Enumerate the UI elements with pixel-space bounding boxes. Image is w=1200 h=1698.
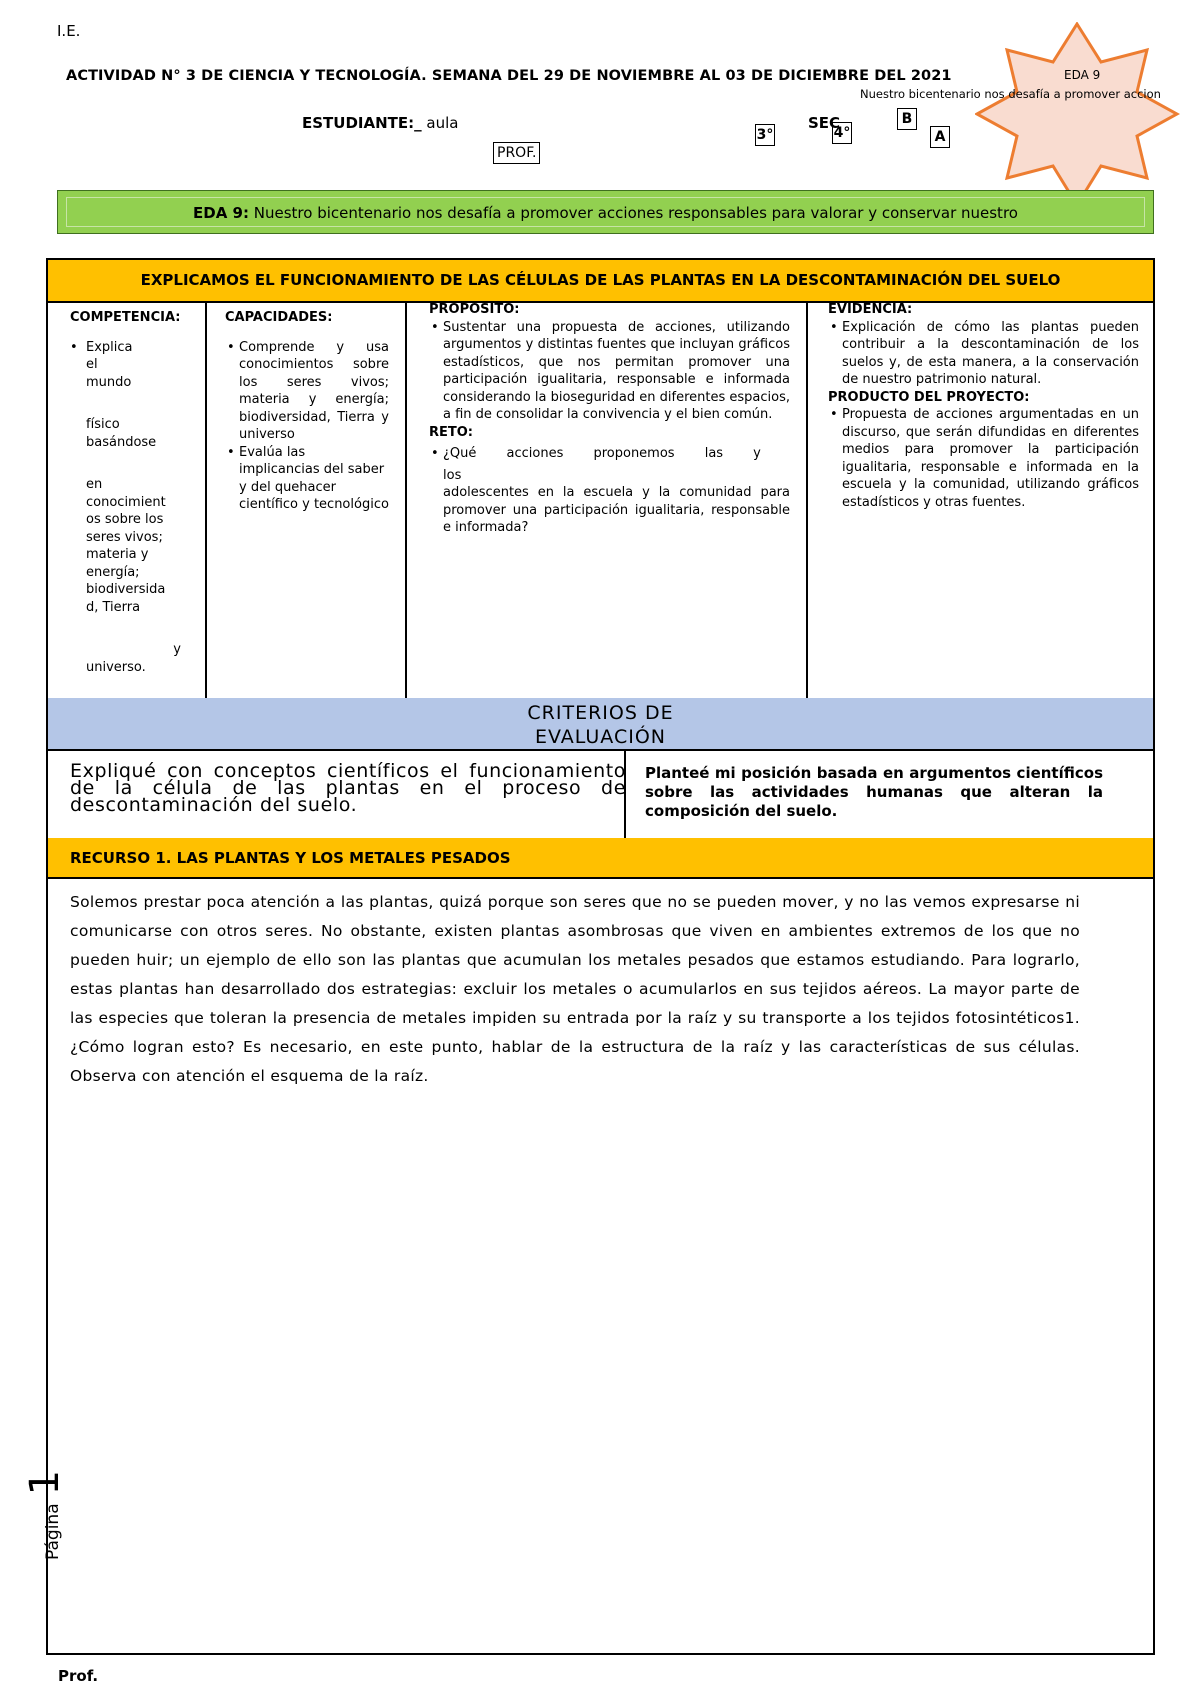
eda-banner-body: Nuestro bicentenario nos desafía a promover acciones responsables para valorar y conservar nuestro <box>249 204 1018 222</box>
competencia-line: el <box>86 357 98 372</box>
list-item: • Comprende y usa conocimientos sobre los seres vivos; materia y energía; biodiversidad, Tierra y universo <box>239 339 389 444</box>
recurso-title: RECURSO 1. LAS PLANTAS Y LOS METALES PESADOS <box>48 838 1153 879</box>
pagina-label: Página <box>43 1503 63 1560</box>
prof-footer: Prof. <box>58 1667 99 1685</box>
eda-badge: EDA 9 <box>1064 68 1101 82</box>
eda-tagline: Nuestro bicentenario nos desafía a promover accion <box>860 87 1161 101</box>
sec-label: SEC <box>808 114 841 132</box>
capacidades-cell <box>205 301 405 698</box>
student-label: ESTUDIANTE:_ <box>302 114 422 132</box>
competencia-cell <box>48 301 205 698</box>
star-shape <box>975 22 1180 207</box>
competencia-line: en <box>86 477 103 492</box>
competencia-line: materia y <box>86 547 149 562</box>
student-field <box>302 114 458 132</box>
eda-banner-label: EDA 9: <box>193 204 249 222</box>
competencia-line: energía; <box>86 564 140 580</box>
criterio-divider <box>624 751 626 838</box>
eda-banner <box>57 190 1154 234</box>
producto-heading: PRODUCTO DEL PROYECTO: <box>828 389 1030 405</box>
proposito-cell <box>405 301 806 698</box>
student-aula: aula <box>421 114 459 132</box>
evidencia-cell <box>806 301 1153 698</box>
reto-line: adolescentes en la escuela y la comunidad para promover una participación igualitaria, responsable e informada? <box>443 485 790 535</box>
prof-box: PROF. <box>493 142 540 164</box>
criterios-row <box>48 751 1153 840</box>
list-item: • Propuesta de acciones argumentadas en un discurso, que serán difundidas en diferentes medios para promover la participación igualitaria, responsable e informada en la escuela y la comunidad, utilizando gráficos estadísticos y otras fuentes. <box>842 406 1139 511</box>
competencia-line: d, Tierra <box>86 599 141 615</box>
eda-banner-text <box>66 197 1145 227</box>
criterios-title-line1: CRITERIOS DE <box>527 702 674 724</box>
competencia-line: basándose <box>86 434 157 450</box>
list-item: • Evalúa las implicancias del saber y del quehacer científico y tecnológico <box>239 444 389 514</box>
competency-row <box>48 301 1153 700</box>
institution-label: I.E. <box>57 22 81 40</box>
activity-table <box>46 258 1155 1655</box>
competencia-line: biodiversida <box>86 582 166 597</box>
criterio-left: Expliqué con conceptos científicos el funcionamiento de la célula de las plantas en el proceso de descontaminación del suelo. <box>70 760 626 816</box>
activity-title: ACTIVIDAD N° 3 DE CIENCIA Y TECNOLOGÍA. SEMANA DEL 29 DE NOVIEMBRE AL 03 DE DICIEMBRE DEL 2021 <box>66 68 952 84</box>
pagina-num: 1 <box>22 1469 68 1496</box>
recurso-text: Solemos prestar poca atención a las plantas, quizá porque son seres que no se pueden mover, y no las vemos expresarse ni comunicarse con otros seres. No obstante, existen plantas asombrosas que viven en ambientes extremos de los que no pueden huir; un ejemplo de ello son las plantas que acumulan los metales pesados que estamos estudiando. Para lograrlo, estas plantas han desarrollado dos estrategias: excluir los metales o acumularlos en sus tejidos aéreos. La mayor parte de las especies que toleran la presencia de metales impiden su entrada por la raíz y su transporte a los tejidos fotosintéticos1. ¿Cómo logran esto? Es necesario, en este punto, hablar de la estructura de la raíz y las características de sus células. Observa con atención el esquema de la raíz. <box>70 893 1080 1085</box>
criterio-right: Planteé mi posición basada en argumentos científicos sobre las actividades humanas que alteran la composición del suelo. <box>645 764 1103 820</box>
capacidades-heading: CAPACIDADES: <box>225 310 333 325</box>
competencia-heading: COMPETENCIA: <box>70 310 181 325</box>
grade-3-box: 3° <box>755 124 775 146</box>
competencia-line: seres vivos; <box>86 529 163 545</box>
criterios-header <box>48 698 1153 751</box>
capacidades-list <box>225 339 389 514</box>
competencia-body: • Explica el mundo físico basándose en conocimient os sobre los seres vivos; materia y energía; biodiversida d, Tierra y universo. <box>70 339 205 677</box>
table-title: EXPLICAMOS EL FUNCIONAMIENTO DE LAS CÉLULAS DE LAS PLANTAS EN LA DESCONTAMINACIÓN DEL SUELO <box>48 260 1153 303</box>
competencia-line: Explica <box>86 339 133 355</box>
reto-line: • ¿Qué acciones proponemos las y <box>443 446 761 461</box>
list-item <box>443 445 790 537</box>
grade-4-box: 4° <box>832 122 852 144</box>
competencia-line: os sobre los <box>86 512 164 527</box>
proposito-list <box>429 319 790 424</box>
competencia-line: mundo <box>86 374 132 390</box>
competencia-line: físico <box>86 417 120 432</box>
competencia-line: conocimient <box>86 494 166 510</box>
competencia-line: y <box>173 642 181 657</box>
reto-list <box>429 445 790 537</box>
evidencia-heading: EVIDENCIA: <box>828 302 913 317</box>
evidencia-list <box>828 319 1139 389</box>
reto-heading: RETO: <box>429 424 474 440</box>
section-a-box: A <box>930 126 950 148</box>
list-item: • Sustentar una propuesta de acciones, utilizando argumentos y distintas fuentes que incluyan gráficos estadísticos, que nos permitan promover una participación igualitaria, responsable e informada considerando la bioseguridad en diferentes espacios, a fin de consolidar la convivencia y el bien común. <box>443 319 790 424</box>
reto-line: los <box>443 467 462 483</box>
list-item: • Explicación de cómo las plantas pueden contribuir a la descontaminación de los suelos y, de esta manera, a la conservación de nuestro patrimonio natural. <box>842 319 1139 389</box>
producto-list <box>828 406 1139 511</box>
criterios-title-line2: EVALUACIÓN <box>534 726 667 748</box>
proposito-heading: PROPOSITO: <box>429 302 520 317</box>
section-b-box: B <box>897 108 917 130</box>
page-number <box>22 1470 68 1560</box>
competencia-line: universo. <box>86 659 146 675</box>
